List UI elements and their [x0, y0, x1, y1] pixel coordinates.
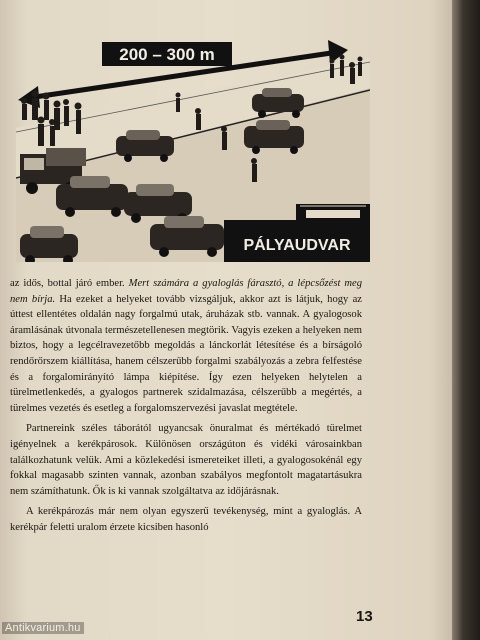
paragraph-1-body: Ha ezeket a helyeket tovább vizsgáljuk, akkor azt is látjuk, hogy az úttest ellentétes oldalán nagy forgalmú utak, áruházak stb. vannak. A gyalogosok áramlásának útvonala természetellenesen megtörik. Vagyis ezeken a helyeken nem biztos, hogy a legcélravezetőbb megoldás a lánckorlát létesítése és a bírságoló rendőrőrszem kiállítása, hanem célszerűbb forgalmi szabályozás a zebra felfestése és a forgalomirányító lámpa kiépítése. Így ezen helyeken helytelen a türelmetlenkedés, a gyalogos partnerek szidalmazása, célszerűbb a megértés, a türelmes vezetés és esetleg a forgalomszervezési javaslat megtétele. [10, 293, 362, 414]
book-gutter [452, 0, 480, 640]
paragraph-2: Partnereink széles táborától ugyancsak önuralmat és mértékadó türelmet igényelnek a kerékpárosok. Különösen országúton és vidéki városainkban találkozhatunk velük. Ami a közlekedési ismereteiket illeti, a gyalogosokénál egy fokkal magasabb szinten vannak, azonban szabályos megfontolt magatartásukra nem számíthatunk. Ők is ki vannak szolgáltatva az időjárásnak. [10, 423, 362, 497]
watermark: Antikvarium.hu [2, 622, 84, 634]
traffic-illustration-svg [16, 28, 370, 262]
paragraph-1-lead: az idős, bottal járó ember. [10, 278, 129, 289]
paragraph-1 [10, 276, 362, 416]
distance-label: 200 – 300 m [119, 45, 215, 64]
station-sign-label: PÁLYAUDVAR [243, 237, 351, 254]
page-number: 13 [356, 608, 373, 625]
body-text [10, 276, 362, 536]
paragraph-1-italic: Mert számára a gyaloglás fárasztó, a lépcsőzést meg nem bírja. [10, 278, 362, 305]
paragraph-3: A kerékpározás már nem olyan egyszerű tevékenység, mint a gyaloglás. A kerékpár feletti uralom érzete kicsiben hasonló [10, 506, 362, 533]
traffic-illustration [16, 28, 370, 262]
